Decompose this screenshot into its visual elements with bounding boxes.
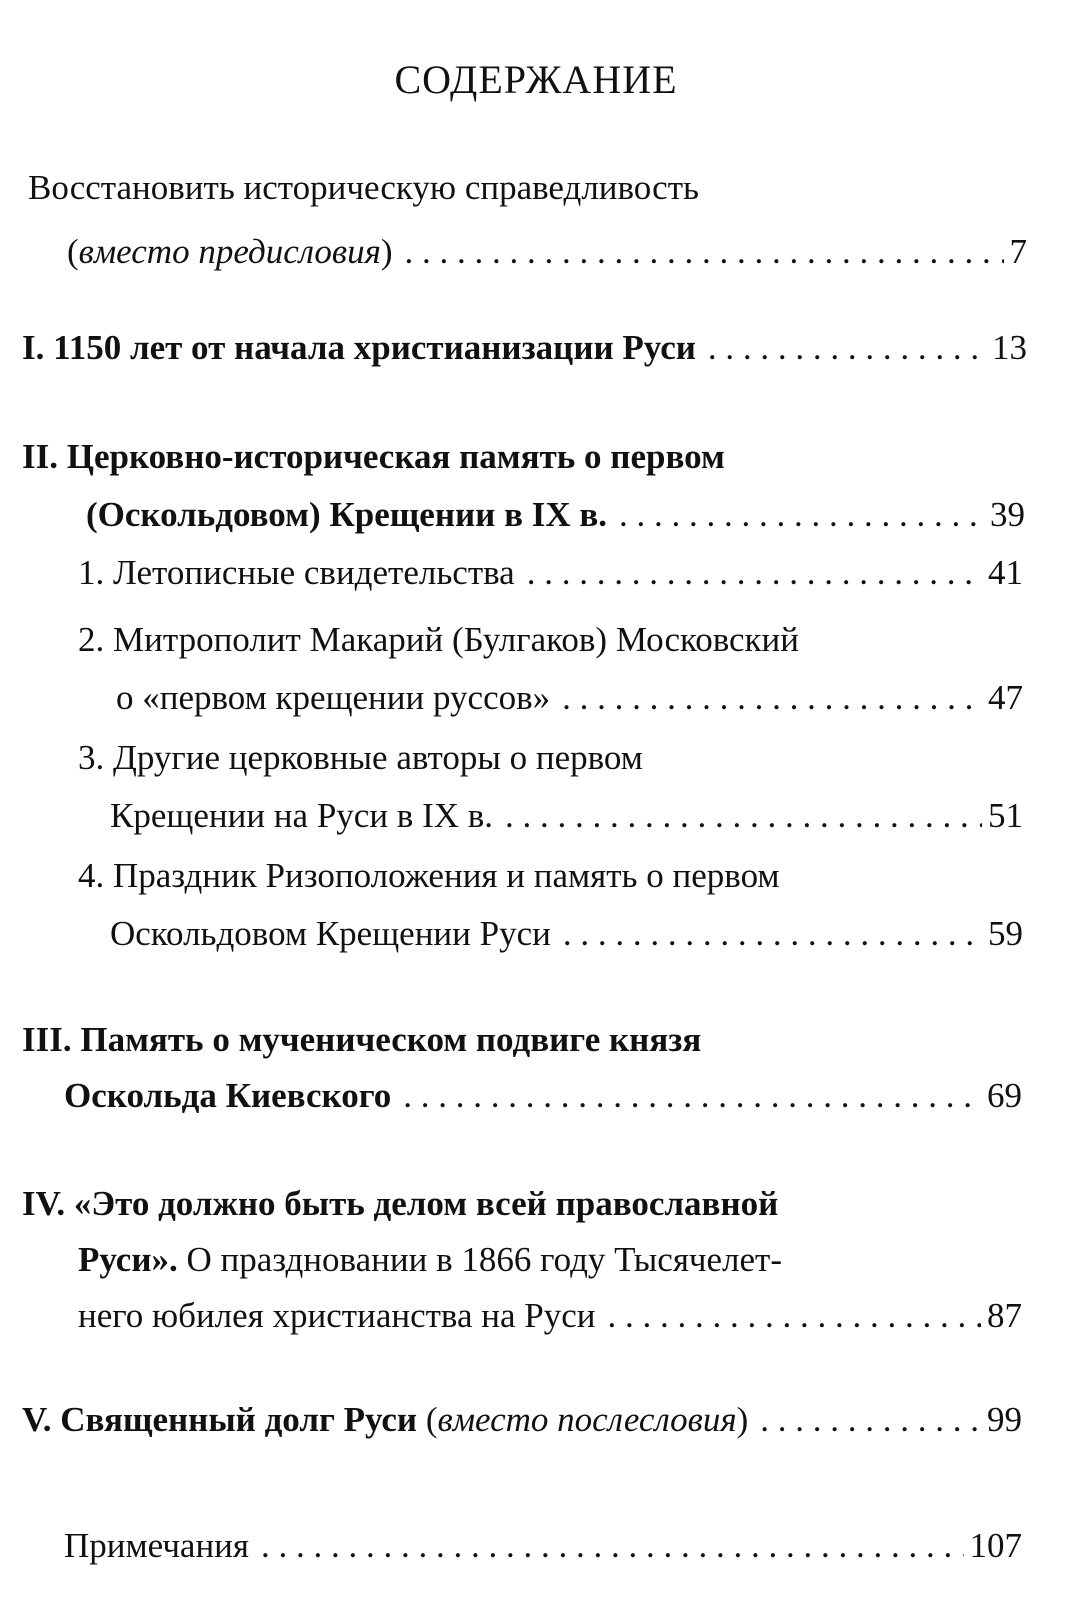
- toc-entry-title: 3. Другие церковные авторы о первом: [78, 738, 643, 777]
- toc-entry-chapter-3-line2[interactable]: [64, 1076, 1022, 1132]
- toc-entry-title: 2. Митрополит Макарий (Булгаков) Московский: [78, 620, 800, 659]
- dot-leader: [405, 232, 1004, 272]
- toc-entry-title-cont: Оскольда Киевского: [64, 1076, 392, 1115]
- dot-leader: [403, 1076, 981, 1116]
- toc-entry-preface-line1: [28, 168, 699, 224]
- toc-entry-chapter-4-line3[interactable]: [78, 1296, 1022, 1352]
- toc-entry-section-4-line2[interactable]: [110, 914, 1023, 970]
- toc-entry-subtitle: О праздновании в 1866 году Тысячелет-: [177, 1240, 783, 1279]
- toc-entry-title: 4. Праздник Ризоположения и память о первом: [78, 856, 780, 895]
- page-number: 7: [1009, 232, 1027, 271]
- toc-entry-chapter-1[interactable]: [22, 328, 1027, 384]
- page-number: 107: [969, 1526, 1022, 1565]
- page-title: СОДЕРЖАНИЕ: [394, 57, 678, 102]
- toc-entry-title: II. Церковно-историческая память о первом: [22, 437, 725, 476]
- toc-entry-preface-line2[interactable]: [67, 232, 1027, 288]
- paren-close: ): [380, 232, 393, 271]
- page-number: 69: [987, 1076, 1022, 1115]
- toc-entry-title: V. Священный долг Руси: [22, 1400, 418, 1439]
- toc-entry-subtitle: вместо предисловия: [78, 232, 381, 271]
- paren-open: (: [417, 1400, 438, 1439]
- page-number: 13: [992, 328, 1027, 367]
- toc-entry-subtitle-cont: него юбилея христианства на Руси: [78, 1296, 596, 1335]
- toc-entry-title-cont: о «первом крещении руссов»: [116, 678, 551, 717]
- toc-entry-section-1[interactable]: [78, 553, 1023, 609]
- dot-leader: [760, 1400, 981, 1440]
- toc-entry-chapter-4-line2: [78, 1240, 782, 1296]
- paren-close: ): [736, 1400, 749, 1439]
- toc-entry-title-cont: Крещении на Руси в IX в.: [110, 796, 494, 835]
- toc-entry-title: Примечания: [64, 1526, 250, 1565]
- toc-entry-section-3-line2[interactable]: [110, 796, 1023, 852]
- dot-leader: [563, 914, 982, 954]
- dot-leader: [619, 495, 984, 535]
- toc-entry-title: 1. Летописные свидетельства: [78, 553, 515, 592]
- dot-leader: [708, 328, 986, 368]
- toc-entry-subtitle: вместо послесловия: [437, 1400, 737, 1439]
- toc-entry-chapter-2-line2[interactable]: [86, 495, 1025, 551]
- dot-leader: [527, 553, 982, 593]
- toc-entry-title: IV. «Это должно быть делом всей православной: [22, 1184, 779, 1223]
- toc-entry-section-2-line2[interactable]: [116, 678, 1023, 734]
- toc-entry-chapter-2-line1: [22, 437, 725, 493]
- toc-entry-chapter-3-line1: [22, 1020, 701, 1076]
- dot-leader: [261, 1526, 963, 1566]
- toc-entry-title: III. Память о мученическом подвиге князя: [22, 1020, 702, 1059]
- dot-leader: [562, 678, 982, 718]
- toc-entry-title-cont: Руси».: [78, 1240, 178, 1279]
- toc-entry-section-4-line1: [78, 856, 780, 912]
- page-number: 87: [987, 1296, 1022, 1335]
- page-number: 39: [990, 495, 1025, 534]
- dot-leader: [505, 796, 982, 836]
- page-number: 47: [988, 678, 1023, 717]
- page-number: 51: [988, 796, 1023, 835]
- toc-entry-notes[interactable]: [64, 1526, 1022, 1582]
- paren-open: (: [67, 232, 79, 271]
- toc-entry-title: I. 1150 лет от начала христианизации Руси: [22, 328, 696, 367]
- page-number: 59: [988, 914, 1023, 953]
- dot-leader: [608, 1296, 981, 1336]
- toc-entry-section-3-line1: [78, 738, 643, 794]
- toc-entry-title: Восстановить историческую справедливость: [28, 168, 699, 207]
- toc-entry-title-cont: Оскольдовом Крещении Руси: [110, 914, 551, 953]
- page-number: 99: [987, 1400, 1022, 1439]
- toc-entry-title-cont: (Оскольдовом) Крещении в IX в.: [86, 495, 608, 534]
- toc-entry-section-2-line1: [78, 620, 799, 676]
- toc-entry-chapter-4-line1: [22, 1184, 778, 1240]
- toc-entry-chapter-5[interactable]: [22, 1400, 1022, 1456]
- page-number: 41: [988, 553, 1023, 592]
